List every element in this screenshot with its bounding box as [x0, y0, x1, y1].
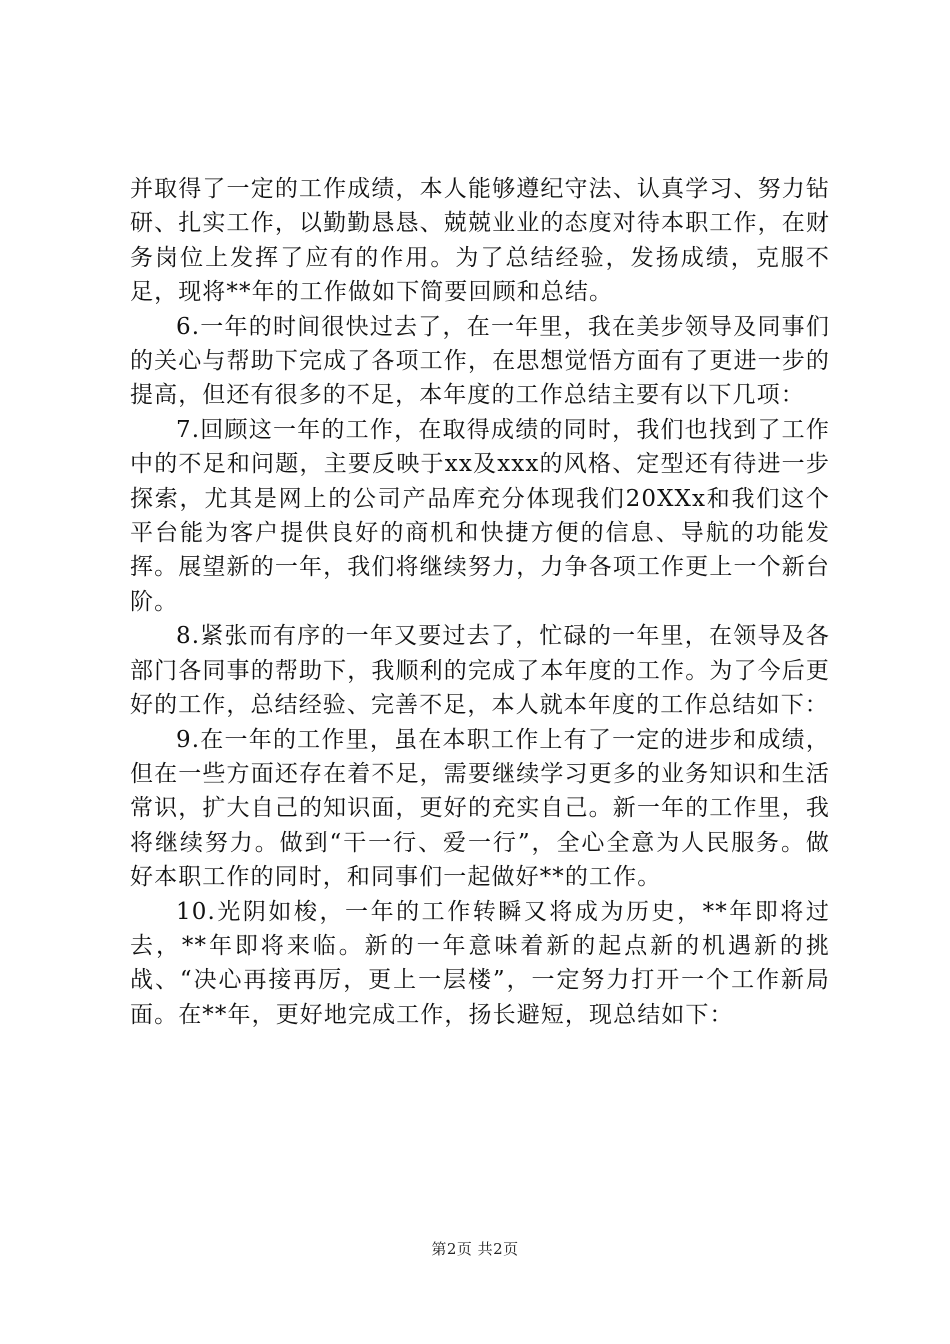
paragraph-item-6: 6.一年的时间很快过去了，在一年里，我在美步领导及同事们的关心与帮助下完成了各项工作，在思想觉悟方面有了更进一步的提高，但还有很多的不足，本年度的工作总结主要有以下几项：: [130, 313, 830, 409]
document-body: [130, 172, 830, 1032]
paragraph-item-10: 10.光阴如梭，一年的工作转瞬又将成为历史，**年即将过去，**年即将来临。新的一年意味着新的起点新的机遇新的挑战、“决心再接再厉，更上一层楼”，一定努力打开一个工作新局面。在**年，更好地完成工作，扬长避短，现总结如下：: [130, 898, 830, 1028]
paragraph-item-8: 8.紧张而有序的一年又要过去了，忙碌的一年里，在领导及各部门各同事的帮助下，我顺利的完成了本年度的工作。为了今后更好的工作，总结经验、完善不足，本人就本年度的工作总结如下：: [130, 623, 830, 719]
paragraph-continuation: 并取得了一定的工作成绩，本人能够遵纪守法、认真学习、努力钻研、扎实工作，以勤勤恳恳、兢兢业业的态度对待本职工作，在财务岗位上发挥了应有的作用。为了总结经验，发扬成绩，克服不足，现将**年的工作做如下简要回顾和总结。: [130, 176, 830, 306]
page-footer: 第2页 共2页: [431, 1240, 519, 1258]
paragraph-item-7: 7.回顾这一年的工作，在取得成绩的同时，我们也找到了工作中的不足和问题，主要反映于xx及xxx的风格、定型还有待进一步探索，尤其是网上的公司产品库充分体现我们20XXx和我们这个平台能为客户提供良好的商机和快捷方便的信息、导航的功能发挥。展望新的一年，我们将继续努力，力争各项工作更上一个新台阶。: [130, 416, 830, 615]
paragraph-item-9: 9.在一年的工作里，虽在本职工作上有了一定的进步和成绩，但在一些方面还存在着不足，需要继续学习更多的业务知识和生活常识，扩大自己的知识面，更好的充实自己。新一年的工作里，我将继续努力。做到“干一行、爱一行”，全心全意为人民服务。做好本职工作的同时，和同事们一起做好**的工作。: [130, 726, 830, 891]
